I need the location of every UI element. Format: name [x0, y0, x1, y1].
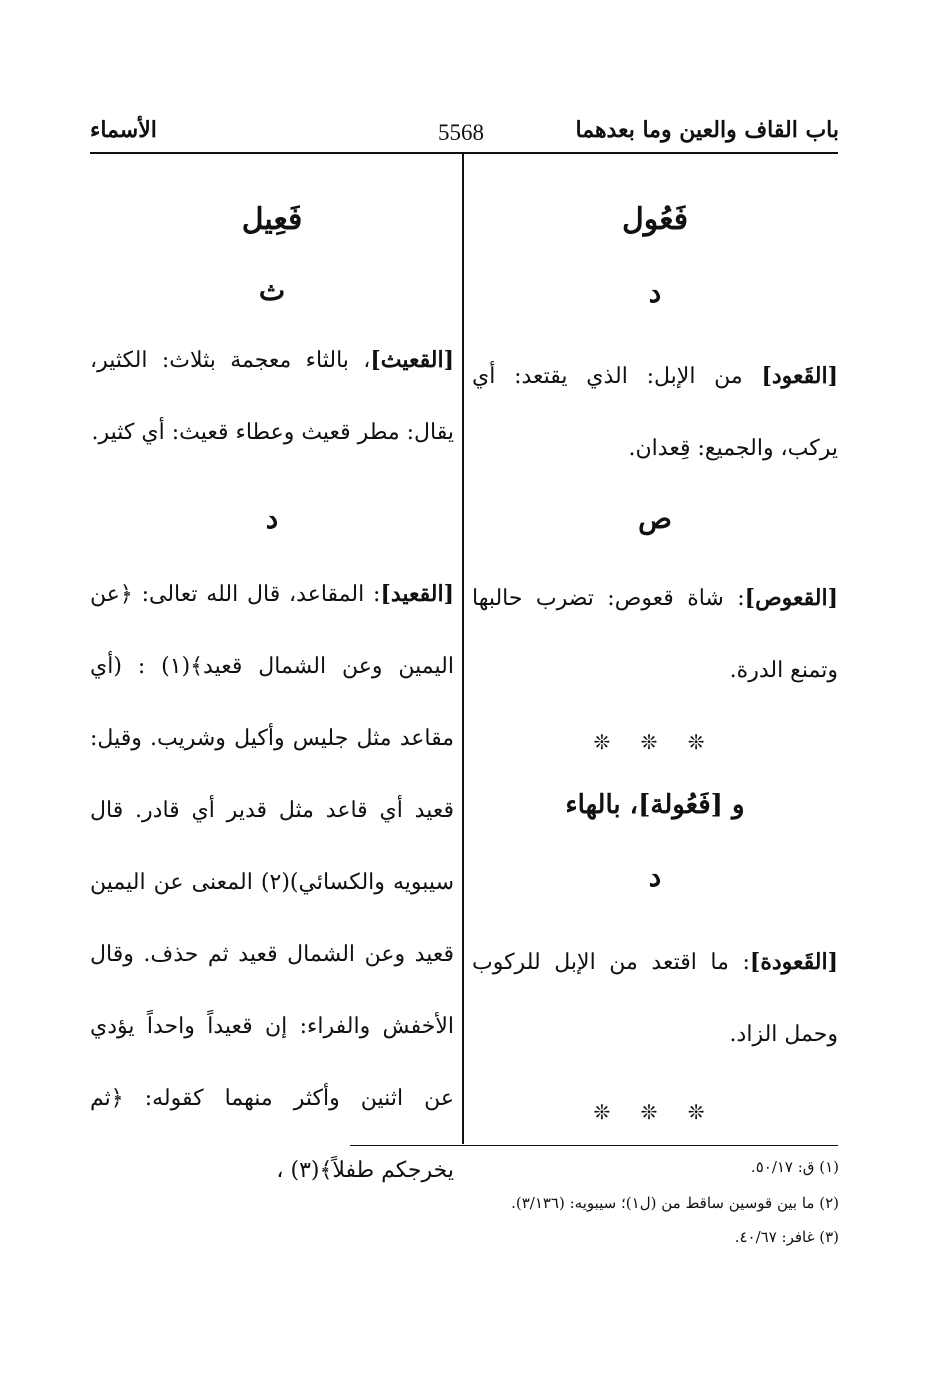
- footnote-rule: [350, 1145, 838, 1146]
- entry-term: [القعوص]: [744, 585, 838, 611]
- entry-text: : ما اقتعد من الإبل للركوب وحمل الزاد.: [472, 950, 838, 1047]
- left-column: [90, 154, 455, 1183]
- footnote-1: (١) ق: ٥٠/١٧.: [750, 1158, 839, 1176]
- separator-stars: ❊ ❊ ❊: [593, 1100, 717, 1124]
- footnote-2: (٢) ما بين قوسين ساقط من (ل١)؛ سيبويه: (٣/١٣٦).: [511, 1194, 839, 1212]
- letter-heading-d-2: د: [648, 860, 662, 893]
- entry-term: [القَعودة]: [749, 949, 838, 975]
- pattern-heading-fail: فَعِيل: [241, 202, 303, 237]
- entry-qaid: [90, 558, 454, 1207]
- pattern-heading-fauula: و [فَعُولة]، بالهاء: [565, 790, 745, 820]
- entry-term: [القَعود]: [761, 363, 838, 389]
- column-divider: [462, 154, 464, 1144]
- entry-text: : المقاعد، قال الله تعالى: ﴿عن اليمين وعن الشمال قعيد﴾(١) : (أي مقاعد مثل جليس وأكيل وشريب. وقيل: قعيد أي قاعد مثل قدير أي قادر. قال سيبويه والكسائي)(٢) المعنى عن اليمين قعيد وعن الشمال قعيد ثم حذف. وقال الأخفش والفراء: إن قعيداً واحداً يؤدي عن اثنين وأكثر منهما كقوله: ﴿ثم يخرجكم طفلاً﴾(٣) ،: [90, 582, 455, 1183]
- entry-qaud: [472, 340, 838, 485]
- entry-qaus: [472, 562, 838, 707]
- pattern-heading-fauul: فَعُول: [621, 202, 689, 237]
- letter-heading-s: ص: [638, 502, 672, 535]
- entry-qauda: [472, 926, 838, 1071]
- entry-qaith: [90, 324, 454, 469]
- letter-heading-d: د: [648, 276, 662, 309]
- footnote-3: (٣) غافر: ٤٠/٦٧.: [734, 1228, 839, 1246]
- entry-text: من الإبل: الذي يقتعد: أي يركب، والجميع: قِعدان.: [472, 364, 838, 461]
- entry-text: ، بالثاء معجمة بثلاث: الكثير، يقال: مطر قعيث وعطاء قعيث: أي كثير.: [90, 348, 454, 445]
- entry-text: : شاة قعوص: تضرب حالبها وتمنع الدرة.: [472, 586, 838, 683]
- letter-heading-d: د: [265, 502, 279, 535]
- letter-heading-th: ث: [258, 274, 286, 307]
- right-column: [472, 154, 838, 1144]
- entry-term: [القعيث]: [370, 347, 454, 373]
- section-label: الأسماء: [90, 117, 157, 143]
- separator-stars: ❊ ❊ ❊: [593, 730, 717, 754]
- page-number: 5568: [438, 120, 484, 145]
- chapter-title: باب القاف والعين وما بعدهما: [575, 117, 839, 143]
- entry-term: [القعيد]: [380, 581, 454, 607]
